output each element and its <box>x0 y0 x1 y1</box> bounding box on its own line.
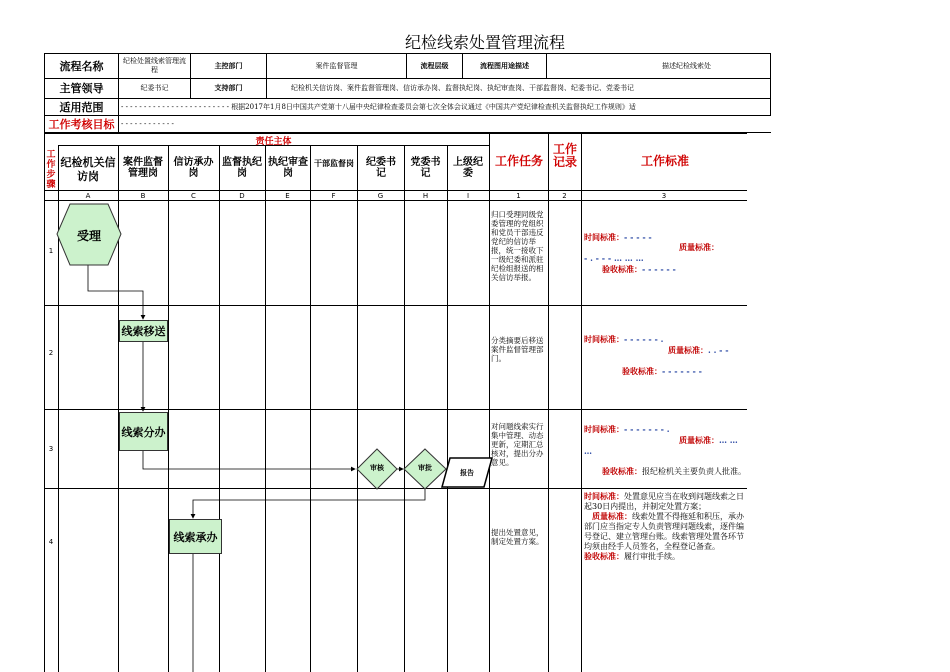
time-value: - - - - - <box>624 232 652 242</box>
standard-block-2 <box>584 334 746 377</box>
scope-value: 根据2017年1月8日中国共产党第十八届中央纪律检查委员会第七次全体会议通过《中国共产党纪律检查机关监督执纪工作规则》适 <box>231 102 636 111</box>
standard-block-4 <box>584 492 746 562</box>
quality-label: 质量标准： <box>679 436 719 445</box>
column-number: 1 <box>516 192 521 200</box>
quality-value: . . - - <box>708 345 729 355</box>
page-title: 纪检线索处置管理流程 <box>404 33 565 52</box>
role-header: 干部监督岗 <box>314 159 354 168</box>
standard-header: 工作标准 <box>640 154 689 168</box>
task-text: 分类摘要后移送案件监督管理部门。 <box>491 336 544 363</box>
accept-label: 验收标准： <box>584 552 624 561</box>
level-label: 流程层级 <box>407 54 463 79</box>
column-letter: C <box>191 192 196 200</box>
leader-label: 主管领导 <box>45 79 119 99</box>
task-header: 工作任务 <box>494 154 543 168</box>
kpi-label: 工作考核目标 <box>45 116 119 133</box>
column-number: 2 <box>562 192 567 200</box>
column-letter: D <box>239 192 245 200</box>
review1-label: 审核 <box>370 464 384 472</box>
use-label: 流程图用途描述 <box>463 54 547 79</box>
kpi-dots: - - - - - - - - - - - - <box>119 116 771 133</box>
column-letter: I <box>466 192 470 200</box>
record-header: 工作记录 <box>552 142 577 169</box>
process-name-value: 纪检处置线索管理流程 <box>119 54 191 79</box>
accept-label: 验收标准： <box>622 367 662 376</box>
standard-block-1 <box>584 232 746 275</box>
role-header: 信访承办岗 <box>173 157 214 179</box>
accept-value: 报纪检机关主要负责人批准。 <box>642 467 746 476</box>
role-header: 上级纪委 <box>453 157 483 179</box>
task-text: 归口受理同级党委管理的党组织和党员干部违反党纪的信访举报，统一接收下一级纪委和派驻纪检组报送的相关信访举报。 <box>491 210 544 282</box>
column-letter: E <box>285 192 290 200</box>
accept-value: - - - - - - <box>642 264 676 274</box>
step-column-label: 工作步骤 <box>46 150 56 190</box>
use-value: 描述纪检线索处 <box>547 54 771 79</box>
row-number: 2 <box>48 349 54 357</box>
review2-label: 审批 <box>418 464 432 472</box>
column-letter: G <box>377 192 384 200</box>
time-value: - - - - - - . <box>624 334 664 344</box>
row-number: 4 <box>48 538 54 546</box>
process-name-label: 流程名称 <box>45 54 119 79</box>
role-header: 纪委书记 <box>366 157 396 179</box>
scope-dots: - - - - - - - - - - - - - - - - - - - - - - - - <box>121 102 229 111</box>
accept-label: 验收标准： <box>602 265 642 274</box>
leader-value: 纪委书记 <box>119 79 191 99</box>
column-letter: A <box>85 192 91 200</box>
task-text: 提出处置意见，制定处置方案。 <box>491 528 544 546</box>
standard-block-3 <box>584 424 746 477</box>
step1-label: 受理 <box>76 229 101 243</box>
role-header: 党委书记 <box>410 157 441 179</box>
time-label: 时间标准： <box>584 425 624 434</box>
support-value: 纪检机关信访岗、案件监督管理岗、信访承办岗、监督执纪岗、执纪审查岗、干部监督岗、纪委书记、党委书记 <box>267 79 771 99</box>
accept-value: 履行审批手续。 <box>624 552 680 561</box>
column-number: 3 <box>661 192 667 200</box>
quality-label: 质量标准： <box>668 346 708 355</box>
time-value: - - - - - - - . <box>624 424 670 434</box>
quality-value: - . - - - … … … <box>584 253 644 263</box>
quality-value: 线索处置不得拖延和积压，承办部门应当指定专人负责管理问题线索，逐件编号登记、建立管理台账。线索管理处置各环节均须由经手人员签名，全程登记备查。 <box>584 512 744 551</box>
row-number: 1 <box>48 247 54 255</box>
role-header: 案件监督管理岗 <box>123 157 163 179</box>
time-value: 处置意见应当在收到问题线索之日起30日内提出，并制定处置方案； <box>584 492 744 511</box>
task-text: 对问题线索实行集中管理、动态更新，定期汇总核对，提出分办意见。 <box>491 422 544 467</box>
quality-value: … … … <box>584 435 738 456</box>
step4-box: 线索承办 <box>169 519 222 554</box>
column-letter: B <box>140 192 146 200</box>
role-header: 执纪审查岗 <box>268 157 308 179</box>
accept-value: - - - - - - - <box>662 366 702 376</box>
time-label: 时间标准： <box>584 335 624 344</box>
step2-box: 线索移送 <box>119 320 168 342</box>
responsible-label: 责任主体 <box>255 137 292 147</box>
row-number: 3 <box>48 445 54 453</box>
time-label: 时间标准： <box>584 233 624 242</box>
main-dept-value: 案件监督管理 <box>267 54 407 79</box>
role-header: 纪检机关信访岗 <box>60 156 116 183</box>
support-label: 支持部门 <box>191 79 267 99</box>
quality-label: 质量标准： <box>592 512 632 521</box>
report-label: 报告 <box>460 469 474 477</box>
quality-label: 质量标准： <box>679 243 719 252</box>
scope-label: 适用范围 <box>45 99 119 116</box>
column-letter: H <box>422 192 429 200</box>
column-letter: F <box>331 192 336 200</box>
role-header: 监督执纪岗 <box>222 157 262 179</box>
accept-label: 验收标准： <box>602 467 642 476</box>
step3-box: 线索分办 <box>119 412 168 451</box>
main-dept-label: 主控部门 <box>191 54 267 79</box>
time-label: 时间标准： <box>584 492 624 501</box>
